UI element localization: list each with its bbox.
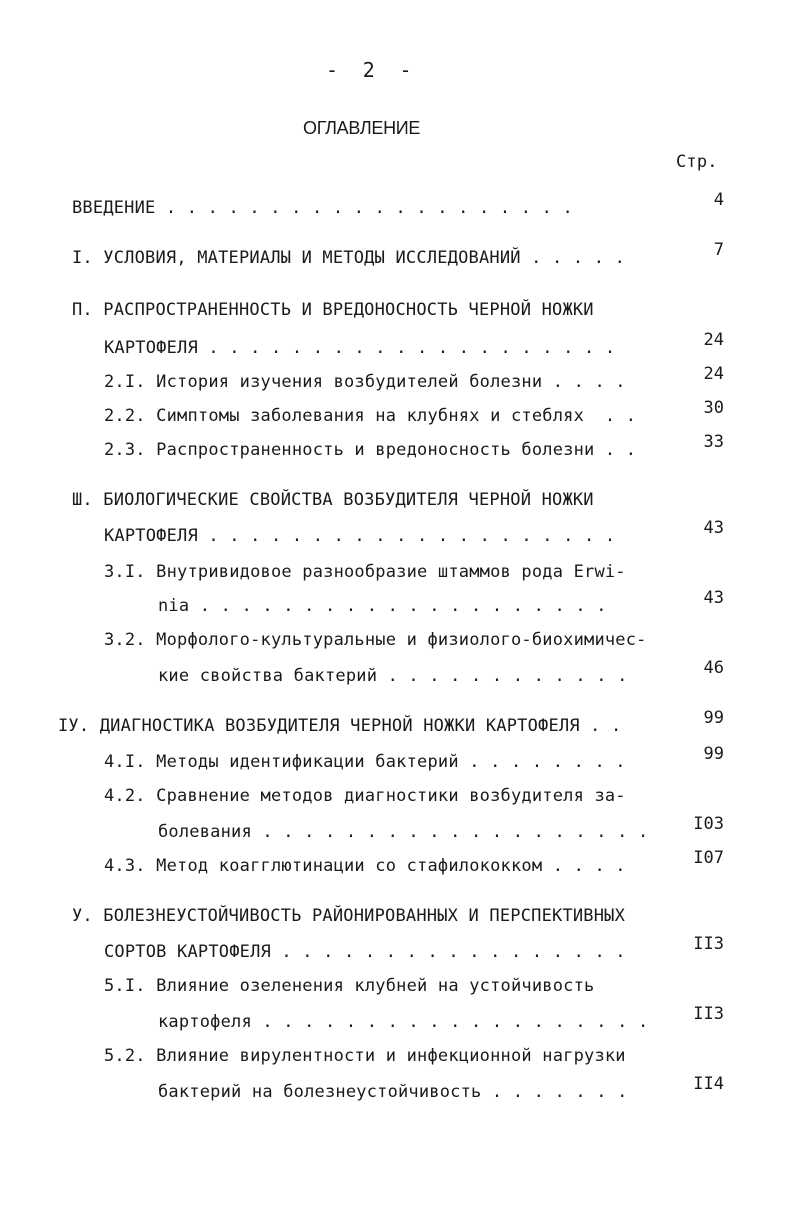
- toc-entry-label: У. БОЛЕЗНЕУСТОЙЧИВОСТЬ РАЙОНИРОВАННЫХ И ПЕРСПЕКТИВНЫХ: [72, 906, 626, 926]
- toc-entry-label: бактерий на болезнеустойчивость . . . . . . .: [158, 1082, 628, 1102]
- toc-entry-label: КАРТОФЕЛЯ . . . . . . . . . . . . . . . . . . . .: [104, 338, 616, 358]
- toc-entry-label: кие свойства бактерий . . . . . . . . . . . .: [158, 666, 628, 686]
- toc-entry-page: I07: [693, 848, 724, 868]
- toc-entry-page: 30: [703, 398, 724, 418]
- toc-entry-page: 33: [703, 432, 724, 452]
- toc-title: ОГЛАВЛЕНИЕ: [303, 118, 421, 138]
- toc-entry-page: 46: [703, 658, 724, 678]
- toc-entry-page: 7: [713, 240, 724, 260]
- toc-entry-label: 5.I. Влияние озеленения клубней на устойчивость: [104, 976, 595, 996]
- toc-entry-page: 4: [713, 190, 724, 210]
- toc-entry-label: Ш. БИОЛОГИЧЕСКИЕ СВОЙСТВА ВОЗБУДИТЕЛЯ ЧЕРНОЙ НОЖКИ: [72, 490, 594, 510]
- toc-entry-label: болевания . . . . . . . . . . . . . . . . . . .: [158, 822, 649, 842]
- toc-entry-page: 24: [703, 364, 724, 384]
- toc-entry-page: 24: [703, 330, 724, 350]
- toc-entry-page: II3: [693, 934, 724, 954]
- page-number: - 2 -: [326, 58, 412, 82]
- toc-entry-label: I. УСЛОВИЯ, МАТЕРИАЛЫ И МЕТОДЫ ИССЛЕДОВАНИЙ . . . . .: [72, 248, 626, 268]
- toc-entry-label: nia . . . . . . . . . . . . . . . . . . . .: [158, 596, 607, 616]
- toc-entry-page: II3: [693, 1004, 724, 1024]
- toc-entry-page: 99: [703, 744, 724, 764]
- toc-entry-page: 43: [703, 518, 724, 538]
- toc-entry-label: 5.2. Влияние вирулентности и инфекционной нагрузки: [104, 1046, 626, 1066]
- toc-entry-label: картофеля . . . . . . . . . . . . . . . . . . .: [158, 1012, 649, 1032]
- toc-entry-label: 3.2. Морфолого-культуральные и физиолого-биохимичес-: [104, 630, 647, 650]
- page-column-label: Стр.: [676, 152, 718, 172]
- toc-entry-label: КАРТОФЕЛЯ . . . . . . . . . . . . . . . . . . . .: [104, 526, 616, 546]
- toc-entry-label: 4.2. Сравнение методов диагностики возбудителя за-: [104, 786, 626, 806]
- toc-entry-label: 2.I. История изучения возбудителей болезни . . . .: [104, 372, 626, 392]
- toc-entry-page: 99: [703, 708, 724, 728]
- toc-entry-label: 2.2. Симптомы заболевания на клубнях и стеблях . .: [104, 406, 637, 426]
- toc-entry-label: П. РАСПРОСТРАНЕННОСТЬ И ВРЕДОНОСНОСТЬ ЧЕРНОЙ НОЖКИ: [72, 300, 594, 320]
- toc-entry-page: II4: [693, 1074, 724, 1094]
- toc-entry-label: 4.3. Метод коагглютинации со стафилококком . . . .: [104, 856, 626, 876]
- toc-entry-label: 2.3. Распространенность и вредоносность болезни . .: [104, 440, 637, 460]
- toc-entry-label: IУ. ДИАГНОСТИКА ВОЗБУДИТЕЛЯ ЧЕРНОЙ НОЖКИ КАРТОФЕЛЯ . .: [58, 716, 622, 736]
- toc-entry-page: 43: [703, 588, 724, 608]
- toc-entry-label: ВВЕДЕНИЕ . . . . . . . . . . . . . . . . . . . .: [72, 198, 573, 218]
- toc-entry-label: 3.I. Внутривидовое разнообразие штаммов рода Erwi-: [104, 562, 626, 582]
- toc-entry-label: СОРТОВ КАРТОФЕЛЯ . . . . . . . . . . . . . . . . .: [104, 942, 626, 962]
- toc-entry-label: 4.I. Методы идентификации бактерий . . . . . . . .: [104, 752, 626, 772]
- toc-entry-page: I03: [693, 814, 724, 834]
